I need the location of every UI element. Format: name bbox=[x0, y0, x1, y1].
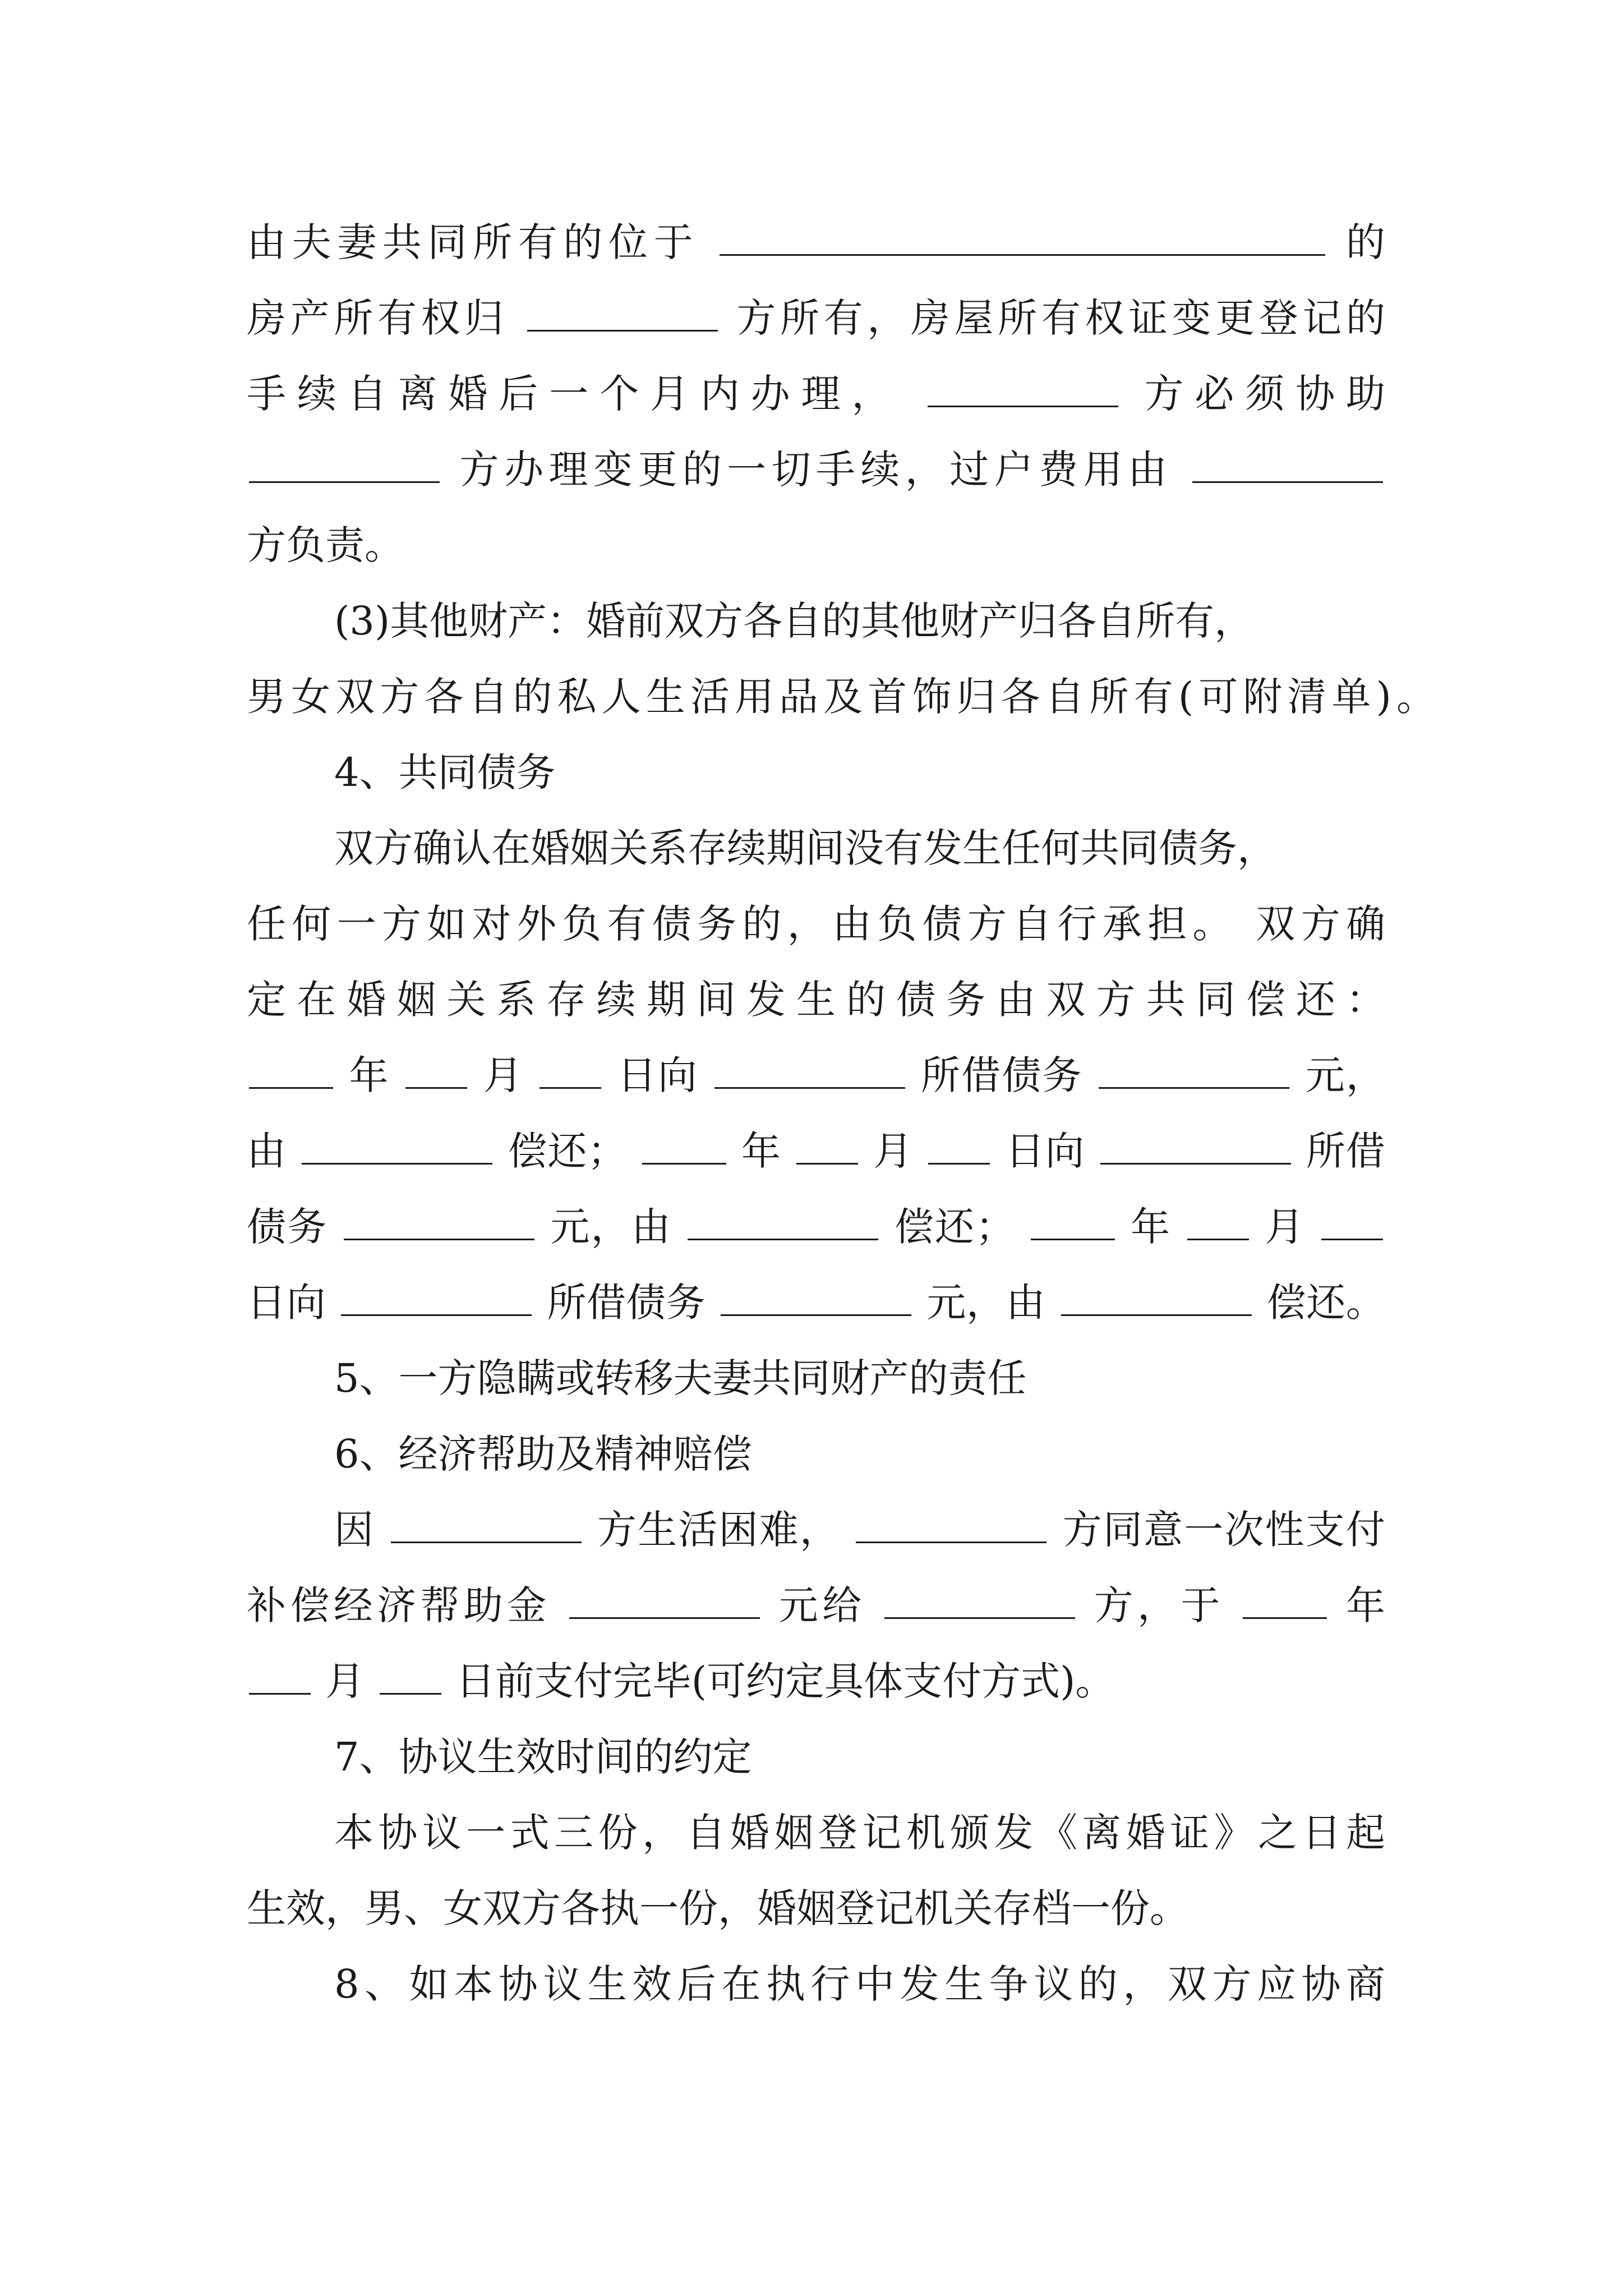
text-line-1: 由夫妻共同所有的位于 的 bbox=[247, 214, 1385, 270]
fill-blank bbox=[405, 1050, 467, 1089]
text-line-2: 房产所有权归 方所有，房屋所有权证变更登记的 bbox=[247, 290, 1385, 346]
fill-blank bbox=[1192, 444, 1383, 483]
fill-blank bbox=[302, 1126, 492, 1165]
fill-blank bbox=[856, 1504, 1046, 1543]
fill-blank bbox=[720, 217, 1325, 256]
text-line-11: 定在婚姻关系存续期间发生的债务由双方共同偿还： bbox=[247, 977, 1385, 1023]
text-line-13: 由 偿还； 年 月 日向 所借 bbox=[247, 1123, 1385, 1179]
text-line-5: 方负责。 bbox=[247, 522, 404, 568]
fill-blank bbox=[1321, 1202, 1383, 1240]
fill-blank bbox=[721, 1277, 911, 1316]
section-heading-5: 5、一方隐瞒或转移夫妻共同财产的责任 bbox=[334, 1355, 1027, 1401]
fill-blank bbox=[249, 444, 440, 483]
fill-blank bbox=[928, 1126, 990, 1165]
fill-blank bbox=[540, 1050, 601, 1089]
fill-blank bbox=[380, 1656, 441, 1695]
fill-blank bbox=[796, 1126, 858, 1165]
fill-blank bbox=[249, 1050, 333, 1089]
fill-blank bbox=[1243, 1580, 1327, 1619]
fill-blank bbox=[569, 1580, 760, 1619]
text-line-18: 因 方生活困难， 方同意一次性支付 bbox=[334, 1502, 1385, 1558]
fill-blank bbox=[714, 1050, 905, 1089]
fill-blank bbox=[1100, 1126, 1291, 1165]
text-line-4: 方办理变更的一切手续，过户费用由 bbox=[247, 441, 1385, 498]
fill-blank bbox=[642, 1126, 726, 1165]
fill-blank bbox=[341, 1277, 532, 1316]
fill-blank bbox=[391, 1504, 582, 1543]
text-line-19: 补偿经济帮助金 元给 方，于 年 bbox=[247, 1577, 1385, 1634]
text-line-23: 生效，男、女双方各执一份，婚姻登记机关存档一份。 bbox=[247, 1885, 1189, 1931]
text-line-12: 年 月 日向 所借债务 元， bbox=[247, 1047, 1385, 1103]
fill-blank bbox=[1061, 1277, 1252, 1316]
section-heading-4: 4、共同债务 bbox=[334, 749, 556, 795]
fill-blank bbox=[884, 1580, 1075, 1619]
text-line-7: 男女双方各自的私人生活用品及首饰归各自所有(可附清单)。 bbox=[247, 674, 1436, 720]
fill-blank bbox=[344, 1202, 534, 1240]
fill-blank bbox=[1099, 1050, 1289, 1089]
text-line-14: 债务 元，由 偿还； 年 月 bbox=[247, 1199, 1385, 1255]
text-line-3: 手续自离婚后一个月内办理， 方必须协助 bbox=[247, 366, 1385, 422]
fill-blank bbox=[249, 1656, 311, 1695]
fill-blank bbox=[1031, 1202, 1115, 1240]
text-line-10: 任何一方如对外负有债务的，由负债方自行承担。 双方确 bbox=[247, 901, 1385, 947]
text-line-6: (3)其他财产：婚前双方各自的其他财产归各自所有， bbox=[334, 598, 1254, 644]
fill-blank bbox=[688, 1202, 878, 1240]
text-line-15: 日向 所借债务 元，由 偿还。 bbox=[247, 1274, 1385, 1331]
fill-blank bbox=[928, 369, 1118, 407]
text-line-20: 月 日前支付完毕(可约定具体支付方式)。 bbox=[247, 1653, 1385, 1709]
section-heading-6: 6、经济帮助及精神赔偿 bbox=[334, 1431, 752, 1477]
section-heading-7: 7、协议生效时间的约定 bbox=[334, 1734, 752, 1780]
text-line-9: 双方确认在婚姻关系存续期间没有发生任何共同债务， bbox=[334, 825, 1276, 871]
section-heading-8: 8、如本协议生效后在执行中发生争议的，双方应协商 bbox=[334, 1961, 1385, 2007]
fill-blank bbox=[1187, 1202, 1249, 1240]
text-line-22: 本协议一式三份，自婚姻登记机颁发《离婚证》之日起 bbox=[334, 1810, 1385, 1856]
fill-blank bbox=[527, 293, 718, 332]
